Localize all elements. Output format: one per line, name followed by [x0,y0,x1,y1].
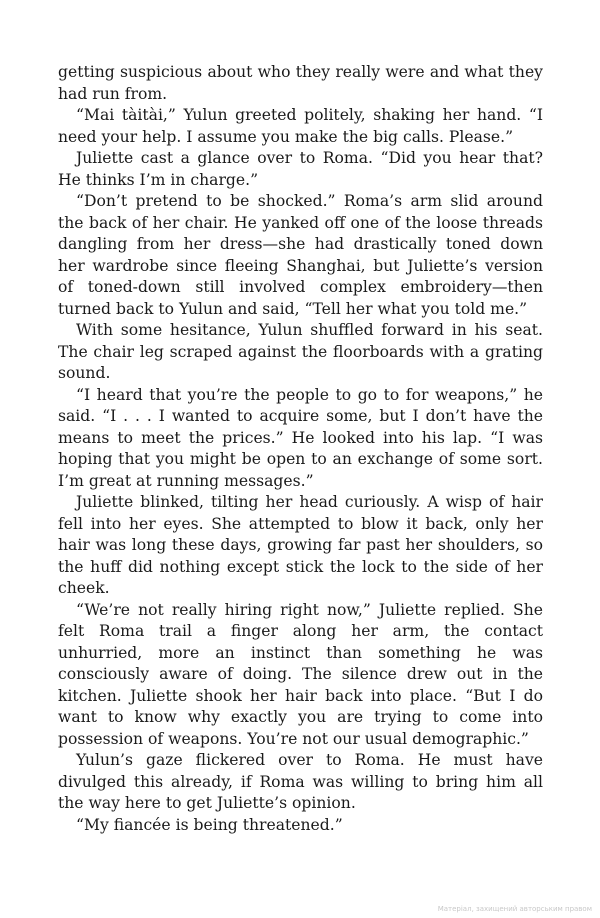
paragraph: getting suspicious about who they really were and what they had run from. [58,63,543,103]
paragraph: With some hesitance, Yulun shuffled forward in his seat. The chair leg scraped against the floorboards with a grating sound. [58,321,543,382]
page-body [58,62,543,836]
paragraph: “I heard that you’re the people to go to for weapons,” he said. “I . . . I wanted to acquire some, but I don’t have the means to meet the prices.” He looked into his lap. “I was hoping that you might be open to an exchange of some sort. I’m great at running messages.” [58,385,543,490]
paragraph: “We’re not really hiring right now,” Juliette replied. She felt Roma trail a finger along her arm, the contact unhurried, more an instinct than something he was consciously aware of doing. The silence drew out in the kitchen. Juliette shook her hair back into place. “But I do want to know why exactly you are trying to come into possession of weapons. You’re not our usual demographic.” [58,600,543,748]
copyright-watermark: Матеріал, захищений авторським правом [437,905,592,913]
paragraph: Yulun’s gaze flickered over to Roma. He must have divulged this already, if Roma was willing to bring him all the way here to get Juliette’s opinion. [58,751,543,812]
paragraph: “My fiancée is being threatened.” [76,815,343,834]
paragraph: “Mai tàitài,” Yulun greeted politely, shaking her hand. “I need your help. I assume you make the big calls. Please.” [58,106,543,146]
paragraph: Juliette blinked, tilting her head curiously. A wisp of hair fell into her eyes. She attempted to blow it back, only her hair was long these days, growing far past her shoulders, so the huff did nothing except stick the lock to the side of her cheek. [58,493,543,597]
paragraph: “Don’t pretend to be shocked.” Roma’s arm slid around the back of her chair. He yanked off one of the loose threads dangling from her dress—she had drastically toned down her wardrobe since fleeing Shanghai, but Juliette’s version of toned-down still involved complex embroidery—then turned back to Yulun and said, “Tell her what you told me.” [58,192,543,318]
paragraph: Juliette cast a glance over to Roma. “Did you hear that? He thinks I’m in charge.” [58,149,543,189]
